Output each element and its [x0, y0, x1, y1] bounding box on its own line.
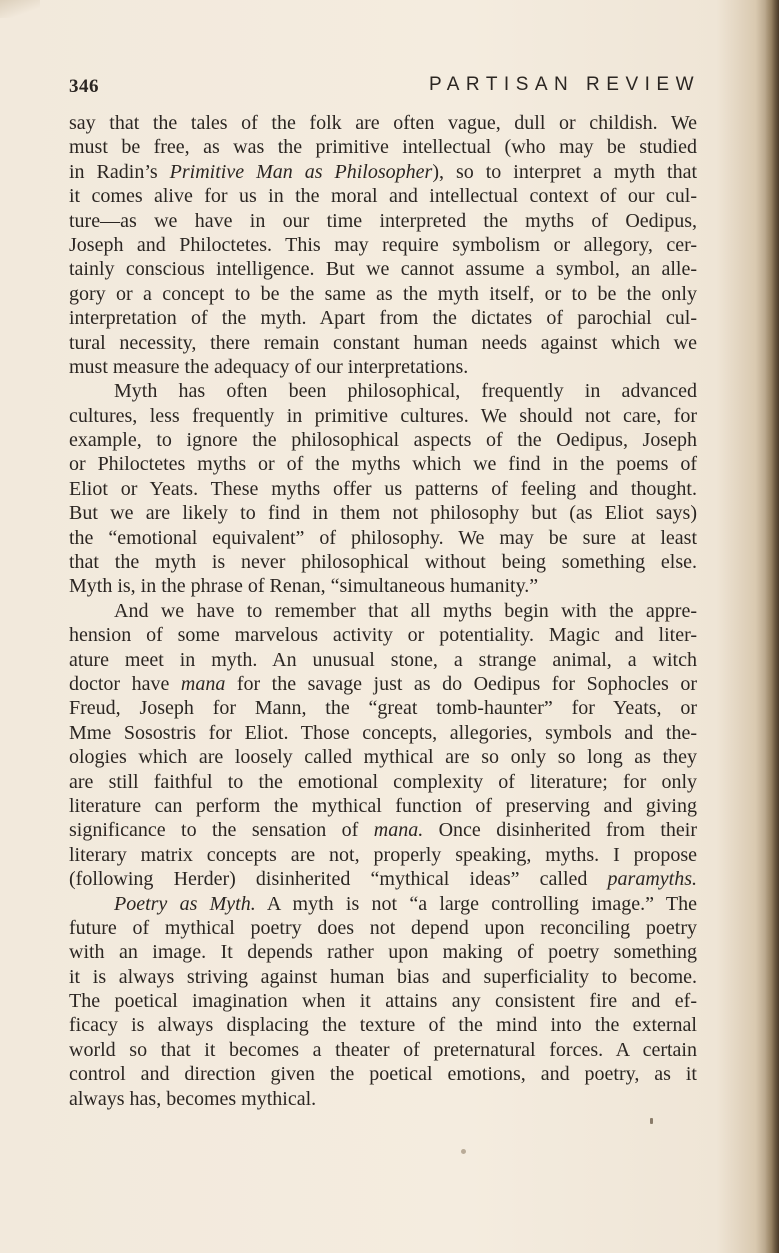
text-line — [69, 696, 697, 720]
text-line — [69, 623, 697, 647]
text-segment: say that the tales of the folk are often vague, dull or childish. We — [69, 112, 697, 134]
text-line — [69, 404, 697, 428]
text-segment: tural necessity, there remain constant human needs against which we — [69, 331, 697, 354]
text-segment: Once disinherited from their — [423, 819, 697, 842]
text-line — [69, 965, 697, 989]
text-segment: Mme Sosostris for Eliot. Those concepts, allegories, symbols and the- — [69, 721, 697, 744]
italic-text: Primitive Man as Philosopher — [169, 160, 433, 183]
page-number: 346 — [69, 76, 99, 97]
text-segment: And we have to remember that all myths begin with the appre- — [114, 599, 697, 622]
text-line — [69, 111, 697, 135]
text-line — [69, 916, 697, 940]
ink-speck — [461, 1149, 466, 1154]
text-segment: doctor have — [69, 672, 181, 695]
paragraph — [69, 379, 697, 599]
text-segment: it comes alive for us in the moral and intellectual context of our cul- — [69, 185, 697, 208]
text-segment: example, to ignore the philosophical aspects of the Oedipus, Joseph — [69, 429, 697, 452]
text-line — [69, 355, 697, 379]
text-line — [69, 257, 697, 281]
text-line — [69, 184, 697, 208]
italic-text: mana. — [373, 819, 424, 842]
text-segment: in Radin’s — [69, 160, 170, 183]
text-line — [69, 989, 697, 1013]
text-line — [69, 331, 697, 355]
text-segment: gory or a concept to be the same as the myth itself, or to be the only — [69, 282, 697, 305]
text-segment: control and direction given the poetical emotions, and poetry, as it — [69, 1063, 697, 1086]
text-line — [69, 940, 697, 964]
text-line — [69, 843, 697, 867]
text-segment: Freud, Joseph for Mann, the “great tomb-haunter” for Yeats, or — [69, 697, 697, 720]
text-segment: must be free, as was the primitive intellectual (who may be studied — [69, 136, 697, 159]
text-segment: ature meet in myth. An unusual stone, a strange animal, a witch — [69, 648, 697, 671]
text-segment: ture—as we have in our time interpreted the myths of Oedipus, — [69, 209, 697, 232]
text-line — [69, 526, 697, 550]
text-line — [69, 135, 697, 159]
text-line — [69, 599, 697, 623]
text-segment: cultures, less frequently in primitive cultures. We should not care, for — [69, 404, 697, 427]
running-head: PARTISAN REVIEW — [429, 74, 700, 95]
text-line — [69, 1062, 697, 1086]
text-segment: must measure the adequacy of our interpretations. — [69, 355, 469, 378]
body-text — [69, 111, 697, 1111]
ink-mark — [650, 1118, 653, 1124]
text-line — [69, 428, 697, 452]
text-segment: hension of some marvelous activity or potentiality. Magic and liter- — [69, 624, 697, 647]
text-line — [69, 794, 697, 818]
text-segment: always has, becomes mythical. — [69, 1087, 317, 1110]
text-line — [69, 745, 697, 769]
paragraph — [69, 111, 697, 379]
text-segment: literature can perform the mythical function of preserving and giving — [69, 794, 697, 817]
text-line — [69, 550, 697, 574]
text-segment: But we are likely to find in them not philosophy but (as Eliot says) — [69, 502, 697, 525]
text-segment: are still faithful to the emotional complexity of literature; for only — [69, 770, 697, 793]
book-spine-shadow — [765, 0, 779, 1253]
page-corner-shading — [0, 0, 40, 18]
text-line — [69, 452, 697, 476]
text-segment: literary matrix concepts are not, properly speaking, myths. I propose — [69, 843, 697, 866]
text-line — [69, 648, 697, 672]
text-line — [69, 721, 697, 745]
text-segment: it is always striving against human bias and superficiality to become. — [69, 965, 697, 988]
text-segment: that the myth is never philosophical without being something else. — [69, 551, 697, 574]
text-segment: significance to the sensation of — [69, 819, 374, 842]
text-line — [69, 574, 697, 598]
text-line — [69, 379, 697, 403]
text-line — [69, 160, 697, 184]
text-segment: ficacy is always displacing the texture of the mind into the external — [69, 1014, 697, 1037]
text-segment: (following Herder) disinherited “mythical ideas” called — [69, 868, 608, 891]
text-segment: Myth has often been philosophical, frequently in advanced — [114, 380, 697, 403]
text-segment: ), so to interpret a myth that — [432, 160, 698, 183]
text-line — [69, 233, 697, 257]
text-segment: Eliot or Yeats. These myths offer us patterns of feeling and thought. — [69, 477, 697, 500]
paragraph — [69, 599, 697, 892]
text-line — [69, 477, 697, 501]
text-line — [69, 672, 697, 696]
text-line — [69, 867, 697, 891]
italic-text: Poetry as Myth. — [114, 892, 256, 915]
text-line — [69, 892, 697, 916]
italic-text: paramyths. — [607, 868, 697, 891]
text-segment: with an image. It depends rather upon making of poetry something — [69, 941, 697, 964]
text-segment: future of mythical poetry does not depend upon reconciling poetry — [69, 916, 697, 939]
text-segment: world so that it becomes a theater of preternatural forces. A certain — [69, 1038, 697, 1061]
page-header — [69, 74, 700, 102]
text-line — [69, 818, 697, 842]
text-segment: A myth is not “a large controlling image.” The — [255, 892, 698, 915]
italic-text: mana — [180, 672, 226, 695]
text-line — [69, 209, 697, 233]
text-segment: The poetical imagination when it attains any consistent fire and ef- — [69, 990, 697, 1013]
text-segment: tainly conscious intelligence. But we cannot assume a symbol, an alle- — [69, 258, 697, 281]
text-line — [69, 770, 697, 794]
text-line — [69, 501, 697, 525]
text-segment: Myth is, in the phrase of Renan, “simultaneous humanity.” — [69, 575, 539, 598]
text-line — [69, 1013, 697, 1037]
text-line — [69, 306, 697, 330]
text-segment: for the savage just as do Oedipus for Sophocles or — [225, 672, 697, 695]
text-line — [69, 282, 697, 306]
text-segment: Joseph and Philoctetes. This may require symbolism or allegory, cer- — [69, 233, 697, 256]
text-segment: ologies which are loosely called mythical are so only so long as they — [69, 746, 697, 769]
text-segment: the “emotional equivalent” of philosophy. We may be sure at least — [69, 526, 697, 549]
text-segment: interpretation of the myth. Apart from the dictates of parochial cul- — [69, 307, 697, 330]
text-line — [69, 1038, 697, 1062]
text-segment: or Philoctetes myths or of the myths which we find in the poems of — [69, 453, 697, 476]
text-line — [69, 1087, 697, 1111]
paragraph — [69, 892, 697, 1112]
